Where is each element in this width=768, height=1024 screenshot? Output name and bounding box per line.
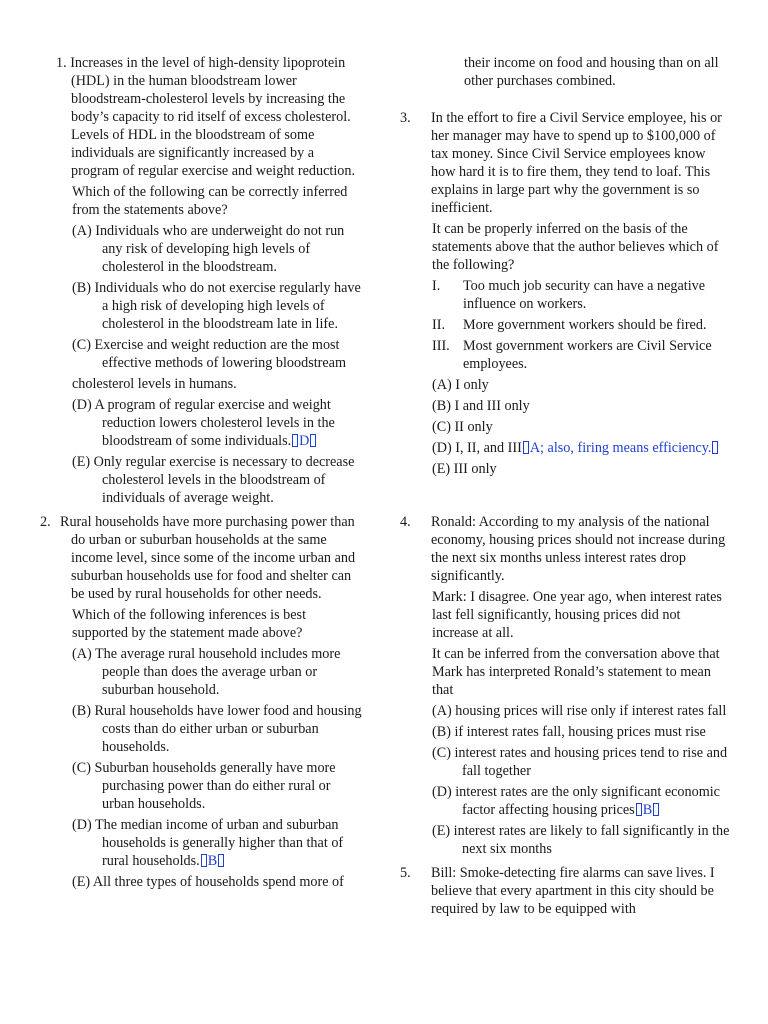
question-4-passage: 4. Ronald: According to my analysis of the national economy, housing prices should not increase during the next six months unless interest rates drop significantly. — [400, 514, 726, 584]
bracket-open-icon — [636, 803, 642, 816]
question-4-stem: It can be inferred from the conversation above that Mark has interpreted Ronald’s statement to mean that — [432, 646, 720, 698]
statement-ii: II. More government workers should be fired. — [432, 317, 707, 333]
right-column — [400, 54, 730, 923]
question-1 — [40, 54, 365, 507]
question-2-stem: Which of the following inferences is best supported by the statement made above? — [72, 607, 307, 641]
question-number: 3. — [400, 110, 411, 126]
answer-note: A; also, firing means efficiency. — [522, 440, 720, 456]
statement-i: I. Too much job security can have a negative influence on workers. — [432, 278, 706, 312]
left-column — [40, 54, 365, 896]
option-c: (C) II only — [432, 419, 493, 435]
question-3-stem: It can be properly inferred on the basis of the statements above that the author believes which of the following? — [432, 221, 719, 273]
option-d: (D) The median income of urban and suburban households is generally higher than that of rural households. B — [72, 817, 344, 869]
option-b: (B) if interest rates fall, housing prices must rise — [432, 724, 706, 740]
option-c: (C) interest rates and housing prices tend to rise and fall together — [432, 745, 728, 779]
question-1-passage: 1. Increases in the level of high-density lipoprotein (HDL) in the human bloodstream lower bloodstream-cholesterol levels by increasing the body’s capacity to rid itself of excess cholesterol. Levels of HDL in the bloodstream of some individuals are significantly increased by a program of regular exercise and weight reduction. — [56, 55, 356, 179]
option-b: (B) Individuals who do not exercise regularly have a high risk of developing high levels of cholesterol in the bloodstream late in life. — [72, 280, 361, 332]
option-e: (E) III only — [432, 461, 497, 477]
question-2-passage: 2. Rural households have more purchasing power than do urban or suburban households at the same income level, since some of the income urban and suburban households use for food and shelter can be used by rural households for other needs. — [40, 514, 356, 602]
option-a: (A) I only — [432, 377, 489, 393]
answer-note: B — [200, 853, 225, 869]
question-2-continuation: their income on food and housing than on all other purchases combined. — [464, 55, 719, 89]
question-number: 1. — [56, 55, 67, 71]
option-a: (A) The average rural household includes more people than does the average urban or suburban household. — [72, 646, 341, 698]
option-a: (A) housing prices will rise only if interest rates fall — [432, 703, 727, 719]
question-5 — [400, 864, 730, 918]
option-e: (E) interest rates are likely to fall significantly in the next six months — [432, 823, 730, 857]
statement-iii: III. Most government workers are Civil Service employees. — [432, 338, 712, 372]
option-e: (E) Only regular exercise is necessary to decrease cholesterol levels in the bloodstream of individuals of average weight. — [72, 454, 355, 506]
option-e: (E) All three types of households spend more of — [72, 874, 344, 890]
bracket-close-icon — [218, 854, 224, 867]
bracket-open-icon — [523, 441, 529, 454]
bracket-close-icon — [712, 441, 718, 454]
option-d: (D) I, II, and III A; also, firing means efficiency. — [432, 439, 730, 457]
option-d: (D) A program of regular exercise and weight reduction lowers cholesterol levels in the bloodstream of some individuals. D — [72, 397, 335, 449]
question-number: 4. — [400, 514, 411, 530]
option-d: (D) interest rates are the only significant economic factor affecting housing prices B — [432, 784, 720, 818]
option-c-continuation: cholesterol levels in humans. — [72, 376, 237, 392]
option-c: (C) Exercise and weight reduction are the most effective methods of lowering bloodstream — [72, 337, 347, 371]
bracket-open-icon — [292, 434, 298, 447]
answer-note: D — [291, 433, 317, 449]
option-b: (B) Rural households have lower food and housing costs than do either urban or suburban households. — [72, 703, 362, 755]
question-1-stem: Which of the following can be correctly inferred from the statements above? — [72, 184, 348, 218]
bracket-close-icon — [310, 434, 316, 447]
question-number: 2. — [40, 514, 51, 530]
option-b: (B) I and III only — [432, 398, 530, 414]
answer-note: B — [635, 802, 660, 818]
spacer — [400, 483, 730, 513]
question-5-passage: 5. Bill: Smoke-detecting fire alarms can save lives. I believe that every apartment in this city should be required by law to be equipped with — [400, 865, 715, 917]
option-c: (C) Suburban households generally have more purchasing power than do either rural or urban households. — [72, 760, 336, 812]
question-4-passage-2: Mark: I disagree. One year ago, when interest rates last fell significantly, housing prices did not increase at all. — [432, 589, 722, 641]
question-2 — [40, 513, 365, 891]
bracket-open-icon — [201, 854, 207, 867]
bracket-close-icon — [653, 803, 659, 816]
question-3 — [400, 109, 730, 478]
option-a: (A) Individuals who are underweight do not run any risk of developing high levels of cholesterol in the bloodstream. — [72, 223, 345, 275]
question-4 — [400, 513, 730, 858]
question-number: 5. — [400, 865, 411, 881]
question-3-passage: 3. In the effort to fire a Civil Service employee, his or her manager may have to spend up to $100,000 of tax money. Since Civil Service employees know how hard it is to fire them, they tend to loaf. This explains in large part why the government is so inefficient. — [400, 110, 722, 216]
